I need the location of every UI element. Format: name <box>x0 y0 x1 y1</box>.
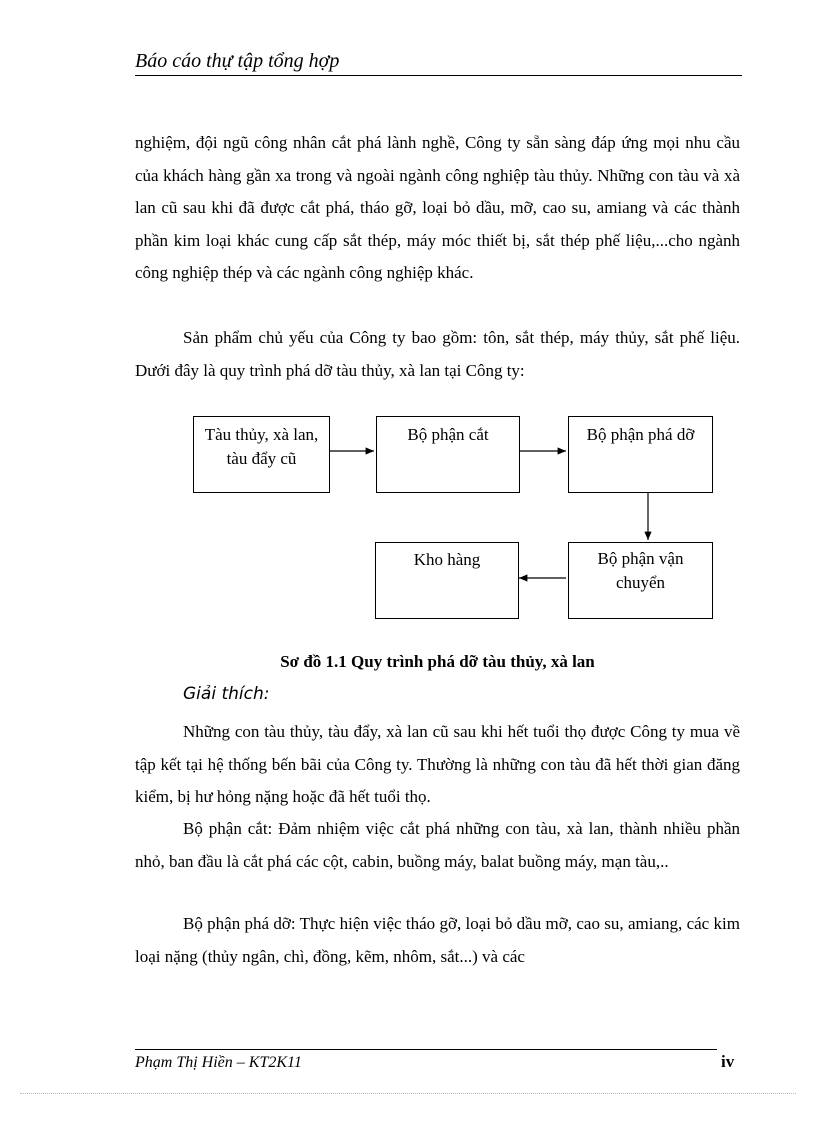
page-bottom-border <box>20 1093 796 1094</box>
explanation-label: Giải thích: <box>183 684 270 704</box>
body-paragraph-3: Những con tàu thủy, tàu đẩy, xà lan cũ sau khi hết tuổi thọ được Công ty mua về tập kết tại hệ thống bến bãi của Công ty. Thường là những con tàu đã hết thời gian đăng kiểm, bị hư hỏng nặng hoặc đã hết tuổi thọ. <box>135 722 740 807</box>
flow-box-label: Tàu thủy, xà lan, tàu đẩy cũ <box>204 425 319 468</box>
document-header: Báo cáo thự tập tổng hợp <box>135 50 340 72</box>
flow-box-label: Kho hàng <box>413 550 481 569</box>
diagram-caption: Sơ đồ 1.1 Quy trình phá dỡ tàu thủy, xà lan <box>280 652 595 671</box>
body-paragraph-2: Sản phẩm chủ yếu của Công ty bao gồm: tôn, sắt thép, máy thủy, sắt phế liệu. Dưới đây là quy trình phá dỡ tàu thủy, xà lan tại Công ty: <box>135 328 740 380</box>
flow-box-label: Bộ phận cắt <box>407 425 489 444</box>
page-number: iv <box>721 1052 735 1071</box>
body-paragraph-4: Bộ phận cắt: Đảm nhiệm việc cắt phá những con tàu, xà lan, thành nhiều phần nhỏ, ban đầu là cắt phá các cột, cabin, buồng máy, balat buồng máy, mạn tàu,.. <box>135 819 740 871</box>
flow-box-warehouse <box>375 542 519 619</box>
flow-box-label: Bộ phận vận chuyển <box>597 549 684 592</box>
flow-box-old-vessels <box>193 416 330 493</box>
body-paragraph-1: nghiệm, đội ngũ công nhân cắt phá lành nghề, Công ty sẵn sàng đáp ứng mọi nhu cầu của khách hàng gần xa trong và ngoài ngành công nghiệp tàu thủy. Những con tàu và xà lan cũ sau khi đã được cắt phá, tháo gỡ, loại bỏ dầu, mỡ, cao su, amiang và các thành phần kim loại khác cung cấp sắt thép, máy móc thiết bị, sắt thép phế liệu,...cho ngành công nghiệp thép và các ngành công nghiệp khác. <box>135 133 740 283</box>
footer-author: Phạm Thị Hiền – KT2K11 <box>135 1054 302 1071</box>
flow-box-transport-dept <box>568 542 713 619</box>
footer-rule <box>135 1049 717 1050</box>
flow-box-label: Bộ phận phá dỡ <box>586 425 695 444</box>
body-paragraph-5: Bộ phận phá dỡ: Thực hiện việc tháo gỡ, loại bỏ dầu mỡ, cao su, amiang, các kim loại nặng (thủy ngân, chì, đồng, kẽm, nhôm, sắt...) và các <box>135 914 740 966</box>
flow-box-cutting-dept <box>376 416 520 493</box>
flow-box-dismantling-dept <box>568 416 713 493</box>
